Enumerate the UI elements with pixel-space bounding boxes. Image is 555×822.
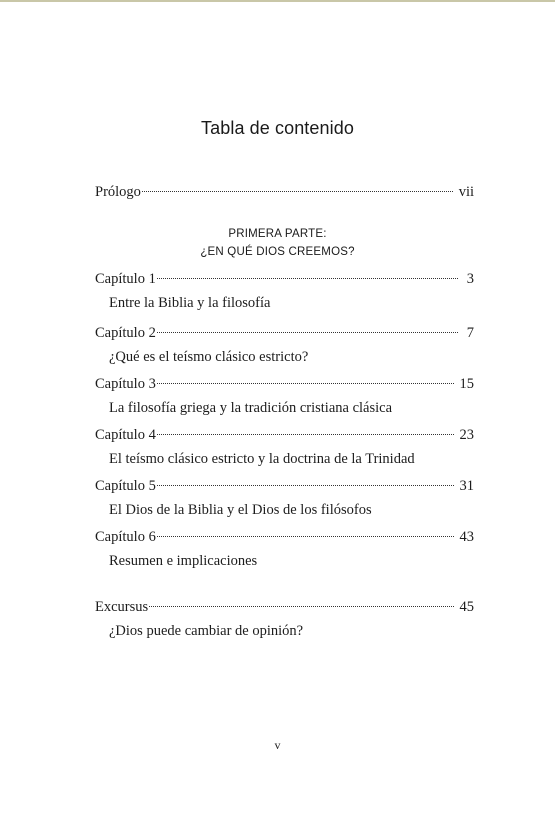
top-rule [0, 0, 555, 2]
toc-entry-chapter-5[interactable] [95, 477, 474, 495]
dot-leader [149, 606, 453, 607]
dot-leader [157, 485, 454, 486]
toc-entry-excursus[interactable] [95, 598, 474, 616]
toc-entry-label: Capítulo 2 [95, 325, 156, 341]
part-heading-line2: ¿EN QUÉ DIOS CREEMOS? [200, 246, 355, 258]
dot-leader [157, 332, 458, 333]
toc-entry-page: 45 [459, 599, 474, 615]
toc-excursus-subtitle: ¿Dios puede cambiar de opinión? [109, 623, 304, 639]
toc-chapter-subtitle: ¿Qué es el teísmo clásico estricto? [109, 349, 309, 365]
toc-entry-page: 43 [459, 529, 474, 545]
page-title: Tabla de contenido [201, 118, 354, 138]
toc-entry-label: Capítulo 4 [95, 427, 156, 443]
dot-leader [142, 191, 453, 192]
toc-chapter-subtitle: El Dios de la Biblia y el Dios de los filósofos [109, 502, 372, 518]
toc-chapter-subtitle: La filosofía griega y la tradición cristiana clásica [109, 400, 393, 416]
toc-entry-label: Capítulo 3 [95, 376, 156, 392]
toc-entry-chapter-6[interactable] [95, 528, 474, 546]
toc-entry-label: Capítulo 1 [95, 271, 156, 287]
dot-leader [157, 383, 454, 384]
toc-entry-page: 7 [466, 325, 474, 341]
toc-entry-page: 23 [459, 427, 474, 443]
part-heading-line1: PRIMERA PARTE: [228, 228, 327, 240]
toc-chapter-subtitle: Entre la Biblia y la filosofía [109, 295, 271, 311]
toc-entry-label: Capítulo 6 [95, 529, 156, 545]
toc-entry-prologue[interactable] [95, 183, 474, 201]
toc-entry-chapter-3[interactable] [95, 375, 474, 393]
toc-entry-chapter-2[interactable] [95, 324, 474, 342]
toc-entry-page: vii [458, 184, 474, 200]
toc-chapter-subtitle: Resumen e implicaciones [109, 553, 258, 569]
toc-entry-label: Prólogo [95, 184, 141, 200]
dot-leader [157, 434, 454, 435]
page-number: v [274, 738, 281, 752]
toc-entry-page: 15 [459, 376, 474, 392]
toc-entry-chapter-1[interactable] [95, 270, 474, 288]
toc-entry-page: 3 [466, 271, 474, 287]
dot-leader [157, 278, 458, 279]
toc-entry-page: 31 [459, 478, 474, 494]
dot-leader [157, 536, 454, 537]
toc-entry-chapter-4[interactable] [95, 426, 474, 444]
toc-entry-label: Excursus [95, 599, 149, 615]
toc-entry-label: Capítulo 5 [95, 478, 156, 494]
toc-chapter-subtitle: El teísmo clásico estricto y la doctrina de la Trinidad [109, 451, 415, 467]
